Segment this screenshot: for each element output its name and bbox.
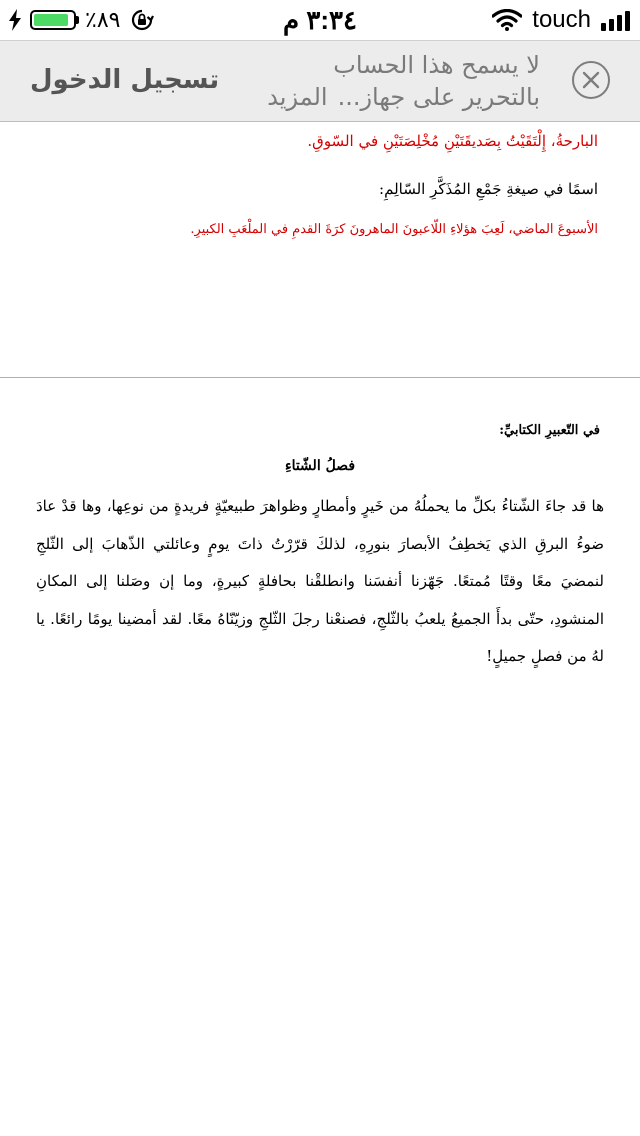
banner-message-line1: لا يسمح هذا الحساب bbox=[333, 51, 540, 79]
page-divider bbox=[0, 377, 640, 378]
more-link[interactable]: المزيد bbox=[267, 83, 328, 111]
essay-title: فصلُ الشّتاءِ bbox=[284, 458, 356, 474]
status-time: ٣:٣٤ م bbox=[283, 5, 357, 35]
example-sentence-1: البارحةُ، إِلْتَقَيْتُ بِصَديقَتَيْنِ مُخْلِصَتَيْنِ في السّوقِ. bbox=[307, 132, 598, 150]
login-button[interactable]: تسجيل الدخول bbox=[30, 65, 220, 95]
carrier-name: touch bbox=[532, 6, 591, 33]
example-sentence-2: الأسبوعَ الماضي، لَعِبَ هؤلاءِ اللّاعبونَ الماهرونَ كرَةَ القدمِ في الملْعَبِ الكبيرِ. bbox=[190, 222, 598, 237]
battery-percent: ٪٨٩ bbox=[85, 7, 121, 32]
banner-message-line2: بالتحرير على جهاز... bbox=[337, 83, 540, 111]
exercise-instruction: اسمًا في صيغةِ جَمْعِ المُذَكَّرِ السّالِمِ: bbox=[379, 180, 598, 198]
section-heading: في التّعبيرِ الكتابيِّ: bbox=[499, 423, 600, 438]
essay-paragraph: ها قد جاءَ الشّتاءُ بكلِّ ما يحملُهُ من خَيرٍ وأمطارٍ وظواهرَ طبيعيّةٍ فريدةٍ من نوعِها، وها قدْ عادَ ضوءُ البرقِ الذي يَخطِفُ الأبصارَ بنورِهِ، لذلكَ قرّرْتُ ذاتَ يومٍ وعائلتي الذّهابَ إلى الثّلجِ لنمضيَ معًا وقتًا مُمتعًا. جَهّزنا أنفسَنا وانطلقْنا بحافلةٍ كبيرةٍ، وما إن وصَلنا إلى المكانِ المنشودِ، حتّى بدأَ الجميعُ يلعبُ بالثّلجِ، فصنعْنا رجلَ الثّلجِ وزيّنّاهُ معًا. لقد أمضينا يومًا رائعًا. يا لهُ من فصلٍ جميلٍ! bbox=[36, 497, 604, 665]
